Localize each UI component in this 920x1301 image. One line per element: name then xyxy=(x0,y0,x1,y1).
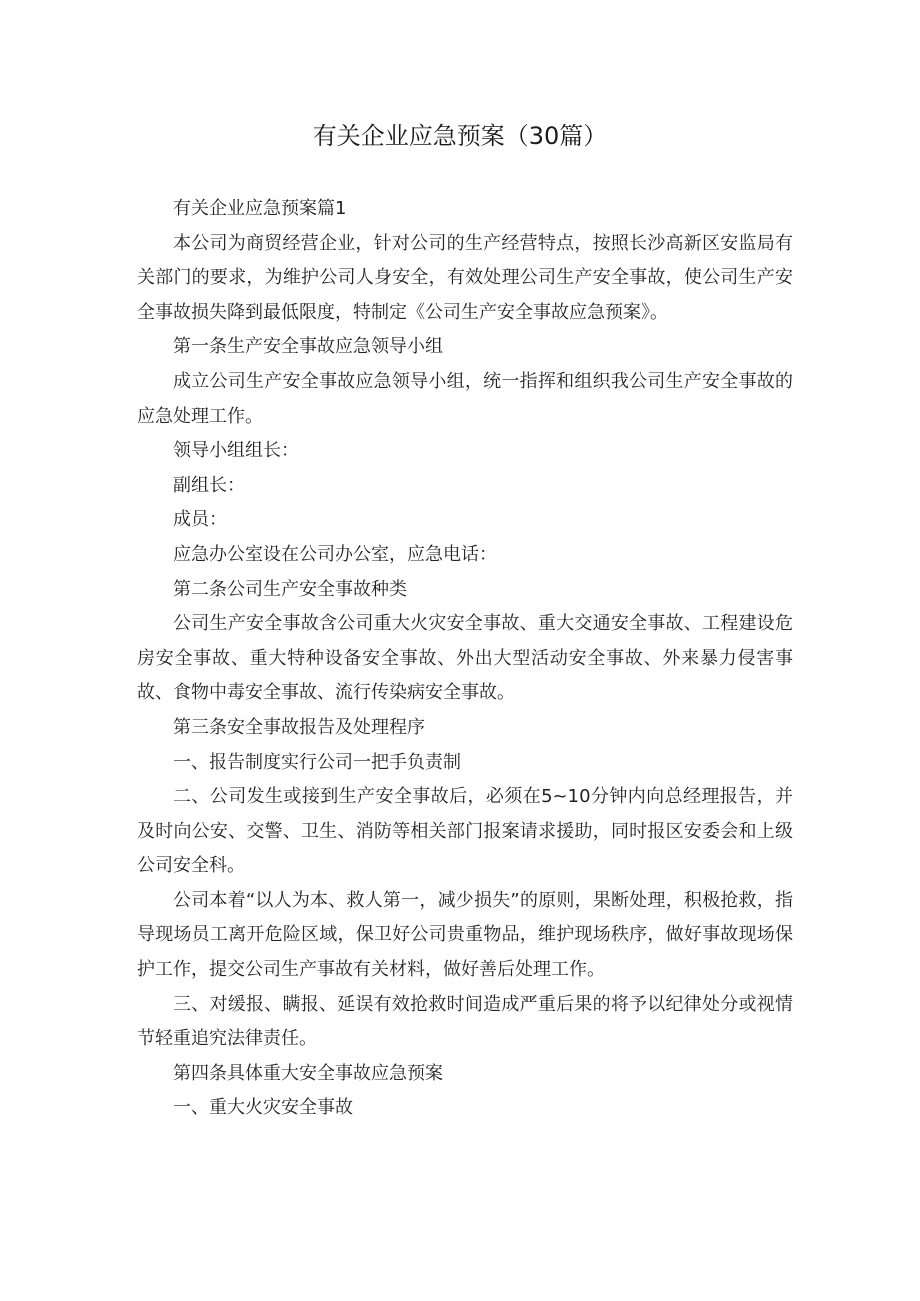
document-body xyxy=(137,192,793,1126)
heading-section-1: 有关企业应急预案篇1 xyxy=(173,198,347,219)
paragraph-intro: 本公司为商贸经营企业，针对公司的生产经营特点，按照长沙高新区安监局有关部门的要求，为维护公司人身安全，有效处理公司生产安全事故，使公司生产安全事故损失降到最低限度，特制定《公司生产安全事故应急预案》。 xyxy=(137,232,793,323)
document-title: 有关企业应急预案（30篇） xyxy=(312,122,608,150)
heading-article-1: 第一条生产安全事故应急领导小组 xyxy=(173,336,443,358)
paragraph-accident-types: 公司生产安全事故含公司重大火灾安全事故、重大交通安全事故、工程建设危房安全事故、重大特种设备安全事故、外出大型活动安全事故、外来暴力侵害事故、食物中毒安全事故、流行传染病安全事故。 xyxy=(137,613,793,704)
line-deputy-leader: 副组长： xyxy=(173,474,245,496)
line-group-leader: 领导小组组长： xyxy=(173,440,299,462)
paragraph-fire-item-1: 一、重大火灾安全事故 xyxy=(173,1097,353,1119)
paragraph-principles: 公司本着“以人为本、救人第一，减少损失”的原则，果断处理，积极抢救，指导现场员工离开危险区域，保卫好公司贵重物品，维护现场秩序，做好事故现场保护工作，提交公司生产事故有关材料，做好善后处理工作。 xyxy=(137,889,793,981)
paragraph-leading-group: 成立公司生产安全事故应急领导小组，统一指挥和组织我公司生产安全事故的应急处理工作。 xyxy=(137,370,793,427)
line-members: 成员： xyxy=(173,509,227,531)
line-emergency-office: 应急办公室设在公司办公室，应急电话： xyxy=(173,543,497,565)
paragraph-report-item-2: 二、公司发生或接到生产安全事故后，必须在5~10分钟内向总经理报告，并及时向公安、交警、卫生、消防等相关部门报案请求援助，同时报区安委会和上级公司安全科。 xyxy=(137,786,793,877)
paragraph-report-item-3: 三、对缓报、瞒报、延误有效抢救时间造成严重后果的将予以纪律处分或视情节轻重追究法律责任。 xyxy=(137,993,793,1050)
heading-article-3: 第三条安全事故报告及处理程序 xyxy=(173,716,425,738)
heading-article-4: 第四条具体重大安全事故应急预案 xyxy=(173,1062,443,1084)
heading-article-2: 第二条公司生产安全事故种类 xyxy=(173,578,407,600)
paragraph-report-item-1: 一、报告制度实行公司一把手负责制 xyxy=(173,751,461,773)
